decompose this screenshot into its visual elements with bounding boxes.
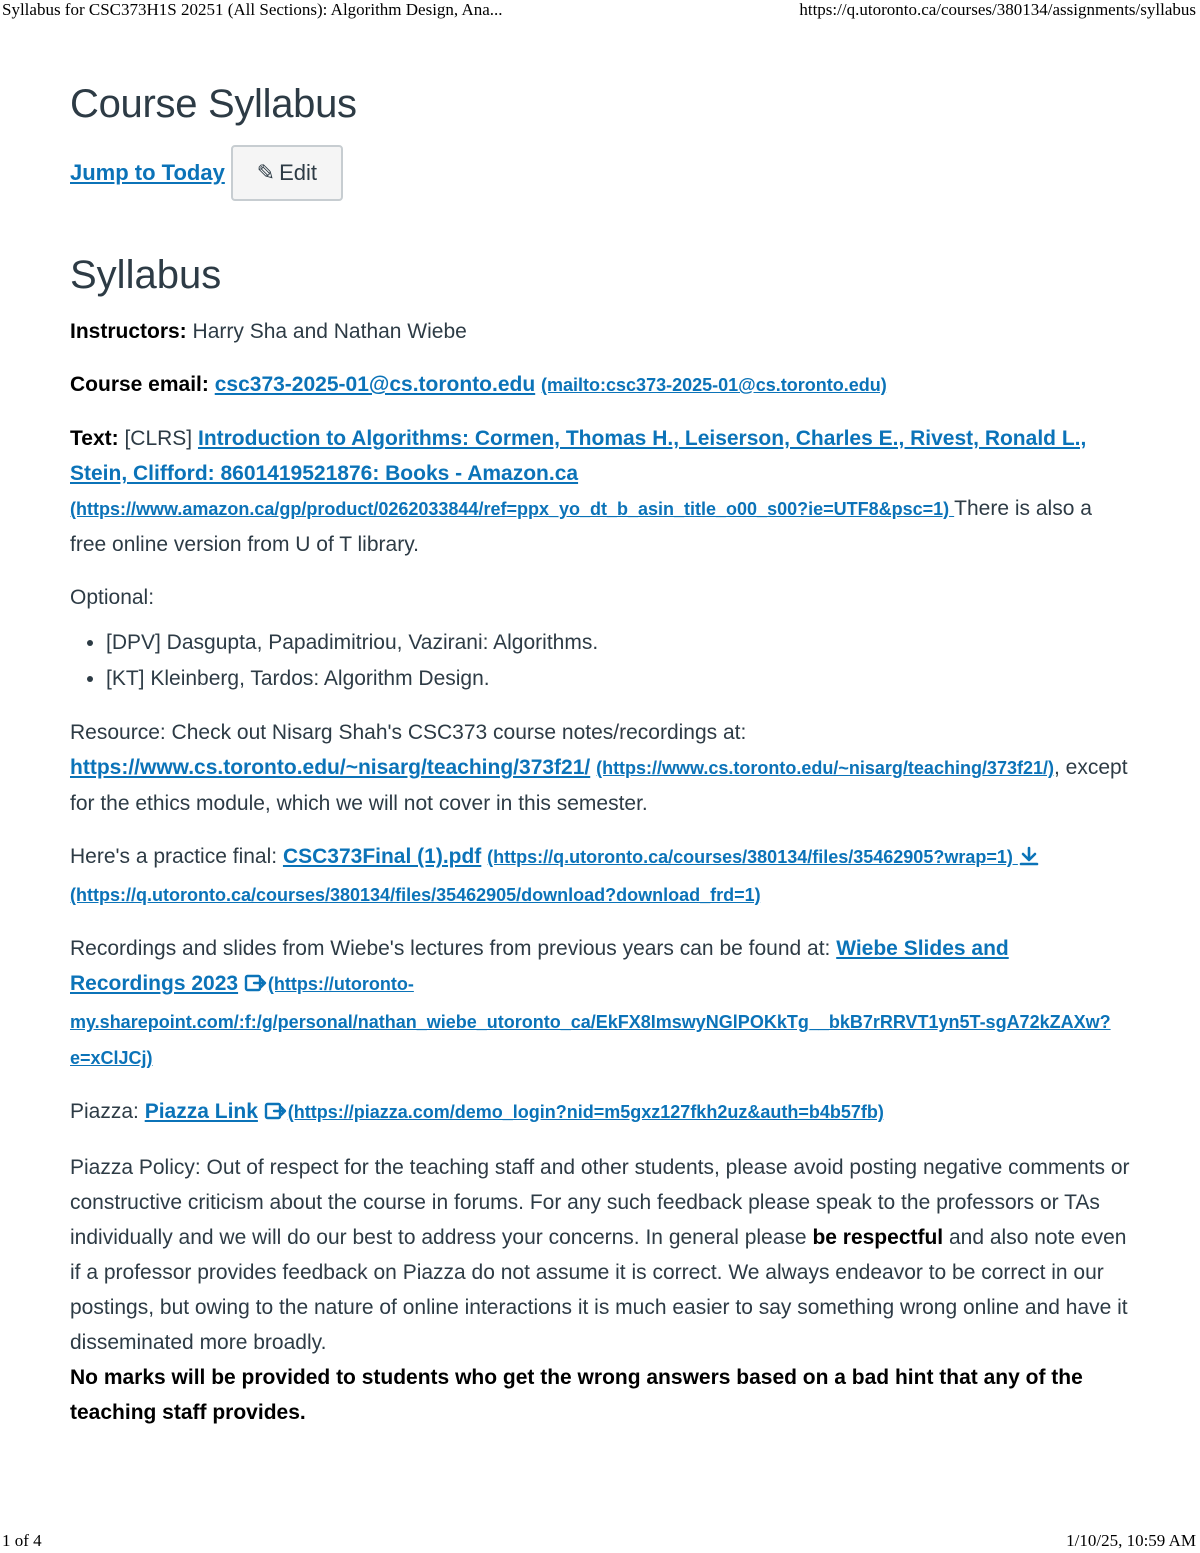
recordings-line xyxy=(70,931,1130,1076)
edit-button-label: Edit xyxy=(279,160,317,185)
external-link-icon xyxy=(244,969,268,1004)
print-page-title: Syllabus for CSC373H1S 20251 (All Sections): Algorithm Design, Ana... xyxy=(2,0,503,19)
instructors-line xyxy=(70,314,1130,349)
textbook-link[interactable]: Introduction to Algorithms: Cormen, Thomas H., Leiserson, Charles E., Rivest, Ronald L., Stein, Clifford: 8601419521876: Books - Amazon.ca xyxy=(70,427,1087,485)
text-prefix: [CLRS] xyxy=(118,427,198,450)
course-email-link[interactable]: csc373-2025-01@cs.toronto.edu xyxy=(214,373,536,396)
practice-final-url[interactable]: (https://q.utoronto.ca/courses/380134/files/35462905?wrap=1) xyxy=(487,847,1018,867)
policy-text-1: Piazza Policy: Out of respect for the teaching staff and other students, please avoid posting negative comments or constructive criticism about the course in forums. For any such feedback please speak to the professors or TAs individually and we will do our best to address your concerns. In general please xyxy=(70,1156,1130,1249)
practice-final-link[interactable]: CSC373Final (1).pdf xyxy=(282,845,482,868)
textbook-url[interactable]: (https://www.amazon.ca/gp/product/0262033844/ref=ppx_yo_dt_b_asin_title_o00_s00?ie=UTF8&psc=1) xyxy=(70,499,955,519)
resource-link[interactable]: https://www.cs.toronto.edu/~nisarg/teaching/373f21/ xyxy=(70,756,591,779)
optional-list xyxy=(70,625,1130,697)
syllabus-toolbar xyxy=(70,142,1130,204)
print-datetime: 1/10/25, 10:59 AM xyxy=(1066,1531,1196,1550)
pencil-icon: ✎ xyxy=(256,160,276,185)
course-email-line xyxy=(70,367,1130,403)
recordings-prefix: Recordings and slides from Wiebe's lectures from previous years can be found at: xyxy=(70,937,837,960)
email-label: Course email: xyxy=(70,373,209,396)
piazza-link[interactable]: Piazza Link xyxy=(144,1100,258,1123)
syllabus-heading: Syllabus xyxy=(70,253,222,297)
practice-download-url[interactable]: (https://q.utoronto.ca/courses/380134/files/35462905/download?download_frd=1) xyxy=(70,885,761,905)
syllabus-body xyxy=(70,314,1130,1430)
piazza-policy xyxy=(70,1150,1130,1430)
resource-prefix: Resource: Check out Nisarg Shah's CSC373 course notes/recordings at: xyxy=(70,721,747,744)
practice-prefix: Here's a practice final: xyxy=(70,845,283,868)
syllabus-content xyxy=(70,78,1130,1430)
policy-closing: No marks will be provided to students who get the wrong answers based on a bad hint that any of the teaching staff provides. xyxy=(70,1366,1083,1424)
instructors-label: Instructors: xyxy=(70,320,187,343)
resource-line xyxy=(70,715,1130,821)
optional-label: Optional: xyxy=(70,586,155,609)
print-url: https://q.utoronto.ca/courses/380134/assignments/syllabus xyxy=(799,0,1196,19)
resource-url[interactable]: (https://www.cs.toronto.edu/~nisarg/teaching/373f21/) xyxy=(596,758,1054,778)
instructors-value: Harry Sha and Nathan Wiebe xyxy=(186,320,467,343)
download-icon[interactable] xyxy=(1018,842,1040,877)
print-footer xyxy=(0,1531,1200,1551)
policy-text-2: and also note even if a professor provides feedback on Piazza do not assume it is correct. We always endeavor to be correct in our postings, but owing to the nature of online interactions it is much easier to say something wrong online and have it disseminated more broadly. xyxy=(70,1226,1128,1354)
jump-to-today-link[interactable]: Jump to Today xyxy=(70,160,225,185)
list-item: • [KT] Kleinberg, Tardos: Algorithm Design. xyxy=(106,661,1130,697)
external-link-icon xyxy=(264,1097,288,1132)
page-title: Course Syllabus xyxy=(70,82,357,126)
policy-bold: be respectful xyxy=(812,1226,944,1249)
edit-button[interactable] xyxy=(231,145,343,201)
piazza-url[interactable]: (https://piazza.com/demo_login?nid=m5gxz127fkh2uz&auth=b4b57fb) xyxy=(287,1102,884,1122)
text-label: Text: xyxy=(70,427,119,450)
print-header xyxy=(0,0,1200,20)
recordings-url[interactable]: (https://utoronto-my.sharepoint.com/:f:/g/personal/nathan_wiebe_utoronto_ca/EkFX8ImswyNGlPOKkTg__bkB7rRRVT1yn5T-sgA72kZAXw?e=xClJCj) xyxy=(70,974,1111,1068)
text-suffix: There is also a free online version from U of T library. xyxy=(70,497,1092,556)
recordings-link[interactable]: Wiebe Slides and Recordings 2023 xyxy=(70,937,1009,995)
resource-suffix: , except for the ethics module, which we will not cover in this semester. xyxy=(70,756,1128,815)
list-item: • [DPV] Dasgupta, Papadimitriou, Vazirani: Algorithms. xyxy=(106,625,1130,661)
practice-final-line xyxy=(70,839,1130,913)
page-number: 1 of 4 xyxy=(2,1531,42,1550)
piazza-line xyxy=(70,1094,1130,1132)
piazza-prefix: Piazza: xyxy=(70,1100,145,1123)
course-email-url[interactable]: (mailto:csc373-2025-01@cs.toronto.edu) xyxy=(541,375,887,395)
textbook-line xyxy=(70,421,1130,562)
